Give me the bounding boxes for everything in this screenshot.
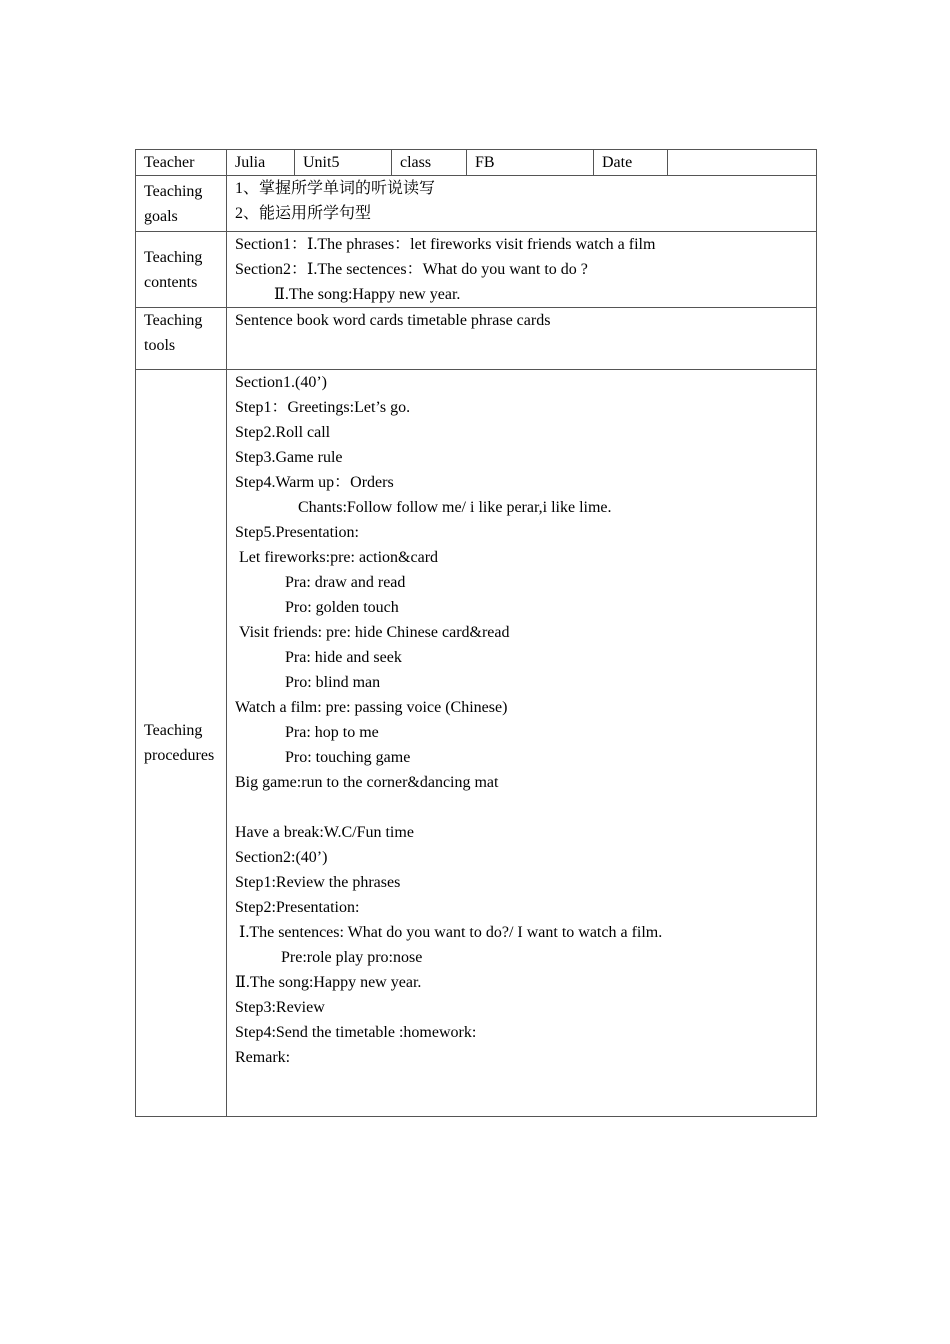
procedures-row: [136, 370, 817, 1117]
lesson-plan-table: [135, 149, 817, 1117]
procedure-line: Step4.Warm up：Orders: [235, 474, 394, 491]
class-value: FB: [467, 150, 594, 176]
procedure-line: Let fireworks:pre: action&card: [239, 549, 439, 566]
unit-value: Unit5: [295, 150, 392, 176]
procedure-line: Section2:(40’): [235, 849, 328, 866]
contents-row: [136, 232, 817, 308]
procedure-line: Pro: golden touch: [285, 599, 399, 616]
procedure-line: Ⅰ.The sentences: What do you want to do?/ I want to watch a film.: [239, 924, 663, 941]
date-label: Date: [594, 150, 668, 176]
goal-item: 1、掌握所学单词的听说读写: [235, 180, 436, 197]
procedure-line: Section1.(40’): [235, 374, 327, 391]
content-line: Ⅱ.The song:Happy new year.: [274, 286, 461, 303]
procedure-line: Pra: hop to me: [285, 724, 379, 741]
procedure-line: Ⅱ.The song:Happy new year.: [235, 974, 422, 991]
date-value: [668, 150, 817, 176]
tools-text: Sentence book word cards timetable phrase cards: [235, 312, 551, 329]
contents-content: [227, 232, 817, 308]
procedure-line: Watch a film: pre: passing voice (Chinese): [235, 699, 508, 716]
procedure-line: Pro: blind man: [285, 674, 381, 691]
tools-content: [227, 308, 817, 370]
tools-label: Teaching tools: [136, 308, 227, 370]
goals-content: [227, 176, 817, 232]
procedure-line: Pra: draw and read: [285, 574, 406, 591]
procedure-line: Step4:Send the timetable :homework:: [235, 1024, 477, 1041]
procedure-line: Pre:role play pro:nose: [281, 949, 423, 966]
procedure-line: Big game:run to the corner&dancing mat: [235, 774, 499, 791]
procedure-line: Step3:Review: [235, 999, 325, 1016]
goals-label: Teaching goals: [136, 176, 227, 232]
procedure-line: Step3.Game rule: [235, 449, 343, 466]
class-label: class: [392, 150, 467, 176]
procedure-line: Step2.Roll call: [235, 424, 331, 441]
goals-row: [136, 176, 817, 232]
procedures-content: [227, 370, 817, 1117]
header-row: [136, 150, 817, 176]
contents-label: Teaching contents: [136, 232, 227, 308]
content-line: Section1：Ⅰ.The phrases：let fireworks visit friends watch a film: [235, 236, 656, 253]
procedure-line: Pro: touching game: [285, 749, 411, 766]
procedure-line: Remark:: [235, 1049, 291, 1066]
teacher-label: Teacher: [136, 150, 227, 176]
content-line: Section2：Ⅰ.The sectences：What do you want to do ?: [235, 261, 588, 278]
procedure-line: Have a break:W.C/Fun time: [235, 824, 414, 841]
goal-item: 2、能运用所学句型: [235, 205, 372, 222]
procedure-line: Pra: hide and seek: [285, 649, 402, 666]
procedure-line: Step2:Presentation:: [235, 899, 360, 916]
procedure-line: Step1:Review the phrases: [235, 874, 401, 891]
procedures-label: Teaching procedures: [136, 370, 227, 1117]
procedure-line: Chants:Follow follow me/ i like perar,i like lime.: [298, 499, 612, 516]
procedure-line: Visit friends: pre: hide Chinese card&read: [239, 624, 510, 641]
teacher-name: Julia: [227, 150, 295, 176]
procedure-line: Step5.Presentation:: [235, 524, 359, 541]
tools-row: [136, 308, 817, 370]
procedure-blank-line: [235, 795, 808, 820]
procedure-line: Step1：Greetings:Let’s go.: [235, 399, 411, 416]
